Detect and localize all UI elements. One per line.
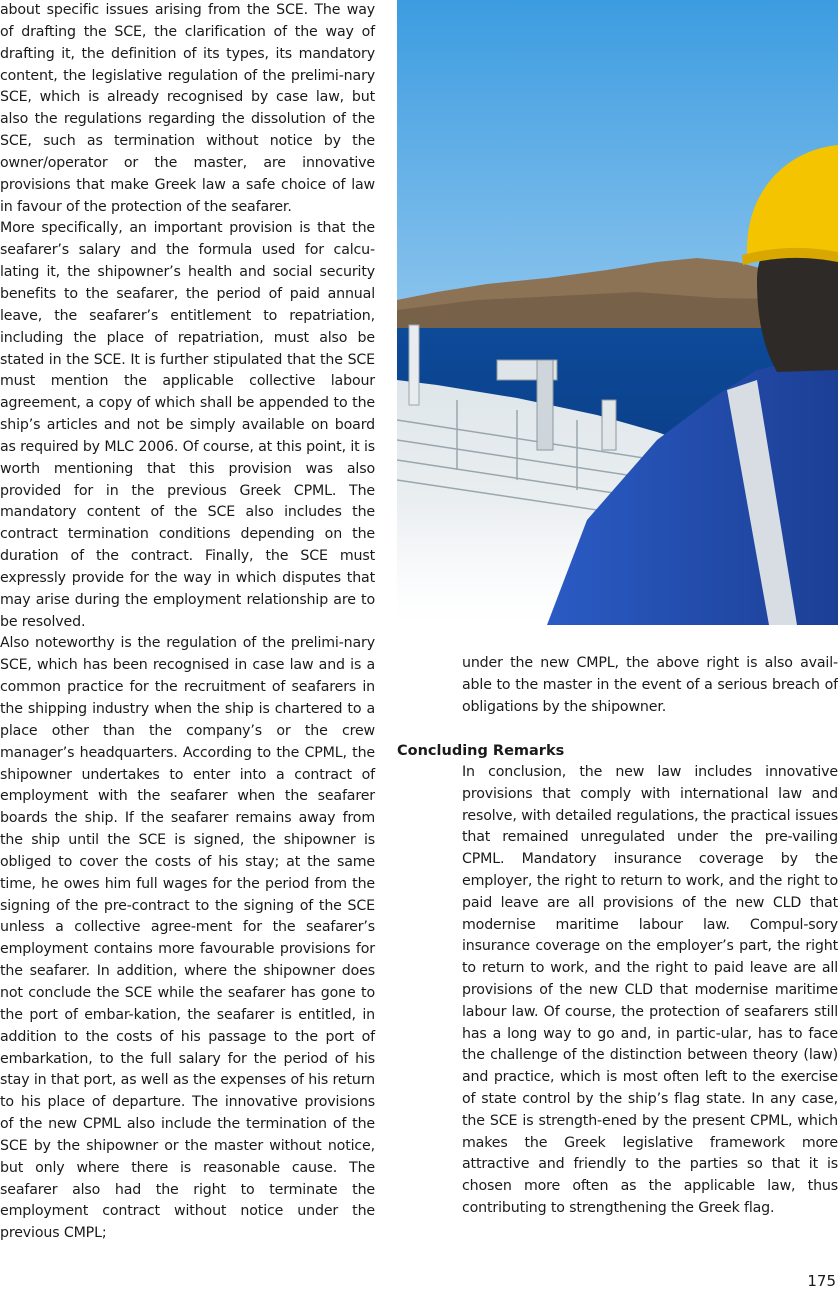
section-heading: Concluding Remarks xyxy=(397,743,565,759)
right-conclusion xyxy=(462,762,838,1220)
paragraph: Also noteworthy is the regulation of the prelimi-nary SCE, which has been recognised in case law and is a common practice for the recruitment of seafarers in the shipping industry when the ship is chartered to a place other than the company’s or the crew manager’s headquarters. According to the CPML, the shipowner undertakes to enter into a contract of employment with the seafarer when the seafarer boards the ship. If the seafarer remains away from the ship until the SCE is signed, the shipowner is obliged to cover the costs of his stay; at the same time, he owes him full wages for the period from the signing of the pre-contract to the signing of the SCE unless a collective agree-ment for the seafarer’s employment contains more favourable provisions for the seafarer. In addition, where the shipowner does not conclude the SCE while the seafarer has gone to the port of embar-kation, the seafarer is entitled, in addition to the costs of his passage to the port of embarkation, to the full salary for the period of his stay in that port, as well as the expenses of his return to his place of departure. The innovative provisions of the new CPML also include the termination of the SCE by the shipowner or the master without notice, but only where there is reasonable cause. The seafarer also had the right to terminate the employment contract without notice under the previous CMPL; xyxy=(0,635,375,1242)
mast xyxy=(409,325,419,405)
paragraph: In conclusion, the new law includes innovative provisions that comply with international law and resolve, with detailed regulations, the practical issues that remained unregulated under the pre-vailing CPML. Mandatory insurance coverage by the employer, the right to return to work, and the right to paid leave are all provisions of the new CLD that modernise maritime labour law. Compul-sory insurance coverage on the employer’s part, the right to return to work, and the right to paid leave are all provisions of the new CLD that modernise maritime labour law. Of course, the protection of seafarers still has a long way to go and, in partic-ular, has to face the challenge of the distinction between theory (law) and practice, which is most often left to the exercise of state control by the ship’s flag state. In any case, the SCE is strength-ened by the present CPML, which makes the Greek legislative framework more attractive and friendly to the parties so that it is chosen more often as the applicable law, thus contributing to strengthening the Greek flag. xyxy=(462,764,838,1216)
ship-deck-photo xyxy=(397,0,838,625)
left-text-column xyxy=(0,0,375,1245)
right-continuation xyxy=(462,652,838,718)
paragraph: More specifically, an important provision is that the seafarer’s salary and the formula used for calcu-lating it, the shipowner’s health and social security benefits to the seafarer, the period of paid annual leave, the seafarer’s entitlement to repatriation, including the place of repatriation, must also be stated in the SCE. It is further stipulated that the SCE must mention the applicable collective labour agreement, a copy of which shall be appended to the ship’s articles and not be simply available on board as required by MLC 2006. Of course, at this point, it is worth mentioning that this provision was also provided for in the previous Greek CPML. The mandatory content of the SCE also includes the contract termination conditions depending on the duration of the contract. Finally, the SCE must expressly provide for the way in which disputes that may arise during the employment relationship are to be resolved. xyxy=(0,220,375,630)
vent-post xyxy=(602,400,616,450)
page-number: 175 xyxy=(807,1272,836,1290)
paragraph: under the new CMPL, the above right is also avail-able to the master in the event of a serious breach of obligations by the shipowner. xyxy=(462,655,838,715)
photo-illustration xyxy=(397,0,838,625)
paragraph: about specific issues arising from the SCE. The way of drafting the SCE, the clarification of the way of drafting it, the definition of its types, its mandatory content, the legislative regulation of the prelimi-nary SCE, which is already recognised by case law, but also the regulations regarding the dissolution of the SCE, such as termination without notice by the owner/operator or the master, are innovative provisions that make Greek law a safe choice of law in favour of the protection of the seafarer. xyxy=(0,2,375,215)
crane-post xyxy=(537,360,553,450)
